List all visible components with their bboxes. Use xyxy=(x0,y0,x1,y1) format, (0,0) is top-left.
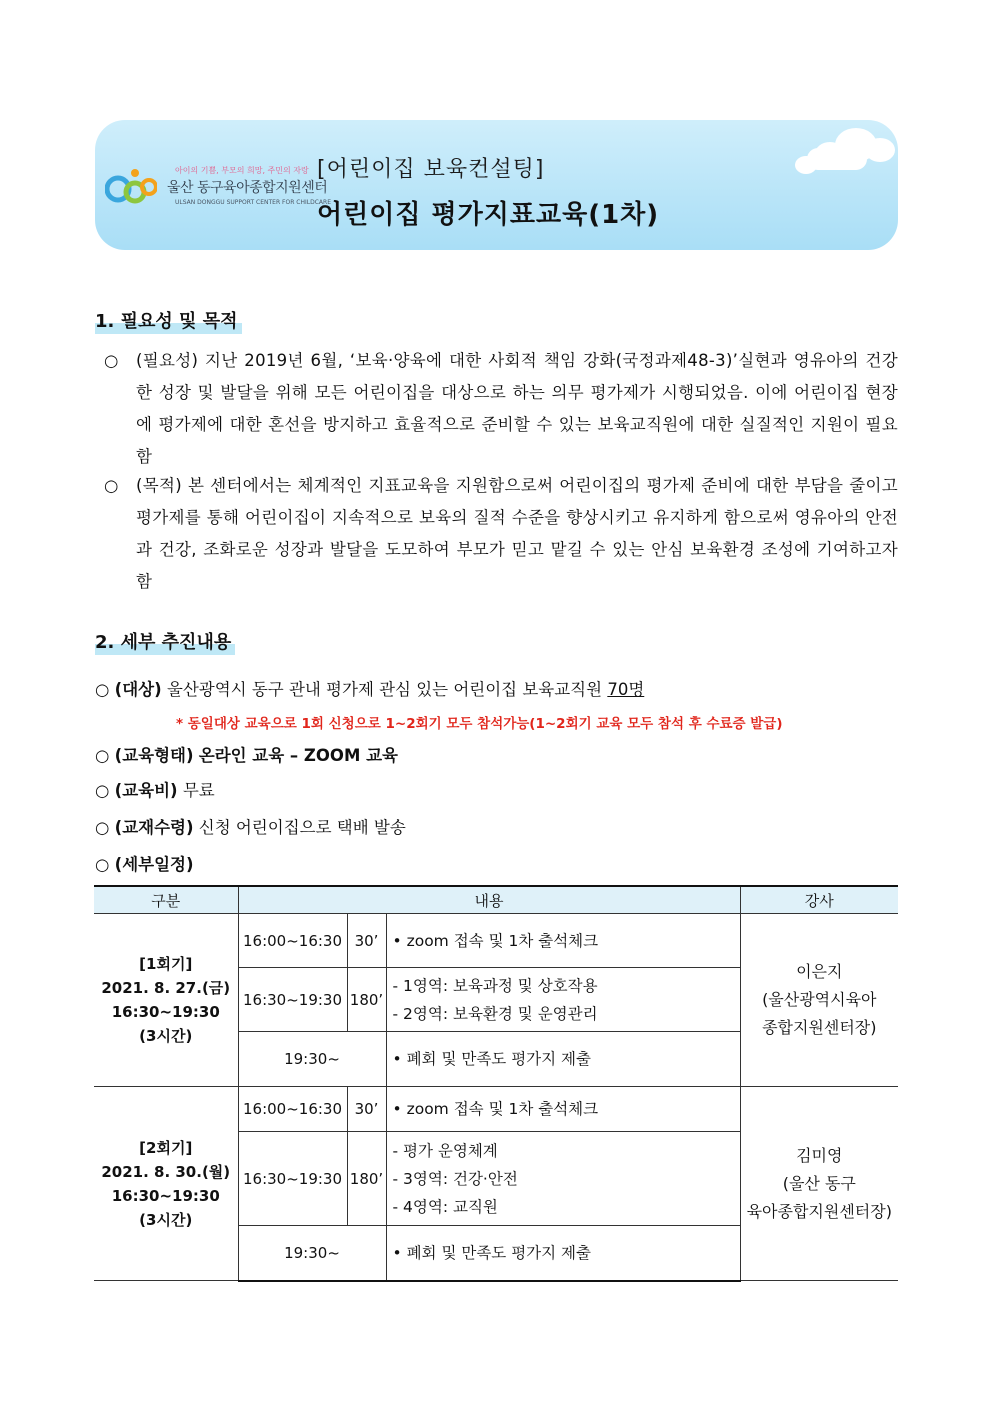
instructor-name: 이은지 xyxy=(796,962,843,981)
detail-item-target xyxy=(95,678,644,702)
content-line: - 4영역: 교직원 xyxy=(392,1197,498,1216)
circle-bullet-icon: ○ xyxy=(95,781,110,800)
item-text: 온라인 교육 – ZOOM 교육 xyxy=(198,746,398,765)
time-cell: 16:30~19:30 xyxy=(238,968,347,1032)
circle-bullet-icon: ○ xyxy=(95,818,110,837)
header-instructor: 강사 xyxy=(740,886,898,914)
circle-bullet-icon: ○ xyxy=(95,680,110,699)
content-cell xyxy=(386,1132,740,1226)
paragraph-text: (목적) 본 센터에서는 체계적인 지표교육을 지원함으로써 어린이집의 평가제 준비에 대한 부담을 줄이고 평가제를 통해 어린이집이 지속적으로 보육의 질적 수준을 향상시키고 유지하게 함으로써 영유아의 안전과 건강, 조화로운 성장과 발달을 도모하여 부모가 믿고 맡길 수 있는 안심 보육환경 조성에 기여하고자 함 xyxy=(136,476,898,591)
cloud-decoration xyxy=(807,148,867,170)
center-logo xyxy=(105,163,331,213)
header-category: 구분 xyxy=(94,886,238,914)
content-line: • zoom 접속 및 1차 출석체크 xyxy=(392,931,599,950)
banner-subtitle: [어린이집 보육컨설팅] xyxy=(317,157,545,182)
content-line: • zoom 접속 및 1차 출석체크 xyxy=(392,1100,599,1118)
content-line: - 2영역: 보육환경 및 운영관리 xyxy=(392,1004,598,1023)
content-cell xyxy=(386,914,740,968)
content-line: - 평가 운영체계 xyxy=(392,1141,498,1160)
content-line: - 1영역: 보육과정 및 상호작용 xyxy=(392,976,598,995)
content-cell xyxy=(386,968,740,1032)
paragraph-necessity xyxy=(100,345,898,473)
banner-title: 어린이집 평가지표교육(1차) xyxy=(317,200,660,230)
item-label: (대상) xyxy=(114,680,162,699)
session-length: (3시간) xyxy=(139,1027,193,1045)
session-cell xyxy=(94,1087,238,1281)
item-text: 신청 어린이집으로 택배 발송 xyxy=(198,818,406,837)
content-line: • 폐회 및 만족도 평가지 제출 xyxy=(392,1050,591,1068)
instructor-affiliation: 종합지원센터장) xyxy=(762,1018,877,1037)
item-text: 무료 xyxy=(182,781,215,800)
duration-cell: 180’ xyxy=(347,1132,386,1226)
detail-item-format xyxy=(95,744,398,768)
content-cell xyxy=(386,1226,740,1281)
item-count: 70명 xyxy=(607,680,645,699)
duration-cell: 30’ xyxy=(347,1087,386,1132)
table-row xyxy=(94,1087,898,1132)
circle-bullet-icon: ○ xyxy=(95,746,110,765)
time-cell: 16:30~19:30 xyxy=(238,1132,347,1226)
table-header-row xyxy=(94,886,898,914)
time-cell: 19:30~ xyxy=(238,1032,386,1087)
paragraph-text: (필요성) 지난 2019년 6월, ‘보육·양육에 대한 사회적 책임 강화(국정과제48-3)’실현과 영유아의 건강한 성장 및 발달을 위해 모든 어린이집을 대상으로 하는 의무 평가제가 시행되었음. 이에 어린이집 현장에 평가제에 대한 혼선을 방지하고 효율적으로 준비할 수 있는 보육교직원에 대한 실질적인 지원이 필요함 xyxy=(136,351,898,466)
duration-cell: 30’ xyxy=(347,914,386,968)
circle-bullet-icon: ○ xyxy=(95,855,110,874)
instructor-affiliation: (울산 동구 xyxy=(782,1173,856,1193)
item-text: 울산광역시 동구 관내 평가제 관심 있는 어린이집 보육교직원 xyxy=(166,680,603,699)
item-label: (교재수령) xyxy=(114,818,194,837)
notice-text: * 동일대상 교육으로 1회 신청으로 1~2회기 모두 참석가능(1~2회기 교육 모두 참석 후 수료증 발급) xyxy=(176,716,783,732)
time-cell: 16:00~16:30 xyxy=(238,914,347,968)
table-row xyxy=(94,914,898,968)
section-heading-purpose: 1. 필요성 및 목적 xyxy=(95,310,242,334)
time-cell: 19:30~ xyxy=(238,1226,386,1281)
header-content: 내용 xyxy=(238,886,740,914)
duration-cell: 180’ xyxy=(347,968,386,1032)
session-number: [1회기] xyxy=(139,955,193,973)
logo-name: 울산 동구육아종합지원센터 xyxy=(167,180,328,196)
detail-item-schedule xyxy=(95,853,194,877)
content-cell xyxy=(386,1032,740,1087)
instructor-name: 김미영 xyxy=(796,1145,843,1165)
session-cell xyxy=(94,914,238,1087)
schedule-table xyxy=(94,885,898,1282)
instructor-cell xyxy=(740,914,898,1087)
title-banner xyxy=(95,120,898,250)
session-date: 2021. 8. 30.(월) xyxy=(101,1162,231,1181)
item-label: (교육형태) xyxy=(114,746,194,765)
detail-item-fee xyxy=(95,779,215,803)
content-line: - 3영역: 건강·안전 xyxy=(392,1169,518,1188)
item-label: (세부일정) xyxy=(114,855,194,874)
instructor-affiliation: (울산광역시육아 xyxy=(762,990,877,1009)
time-cell: 16:00~16:30 xyxy=(238,1087,347,1132)
instructor-affiliation: 육아종합지원센터장) xyxy=(746,1201,892,1221)
paragraph-purpose xyxy=(100,470,898,598)
session-number: [2회기] xyxy=(139,1138,193,1157)
session-length: (3시간) xyxy=(139,1210,193,1229)
section-heading-details: 2. 세부 추진내용 xyxy=(95,631,235,655)
detail-item-materials xyxy=(95,816,406,840)
session-time: 16:30~19:30 xyxy=(111,1186,220,1205)
content-cell xyxy=(386,1087,740,1132)
session-date: 2021. 8. 27.(금) xyxy=(101,979,231,997)
logo-english-name: ULSAN DONGGU SUPPORT CENTER FOR CHILDCARE xyxy=(175,199,331,206)
circle-bullet-icon: ○ xyxy=(104,476,119,495)
content-line: • 폐회 및 만족도 평가지 제출 xyxy=(392,1243,591,1262)
center-logo-icon xyxy=(105,165,157,209)
instructor-cell xyxy=(740,1087,898,1281)
session-time: 16:30~19:30 xyxy=(111,1003,220,1021)
cloud-decoration xyxy=(865,138,895,162)
item-label: (교육비) xyxy=(114,781,178,800)
circle-bullet-icon: ○ xyxy=(104,351,119,370)
logo-slogan: 아이의 기쁨, 부모의 희망, 주민의 자랑 xyxy=(175,166,309,175)
